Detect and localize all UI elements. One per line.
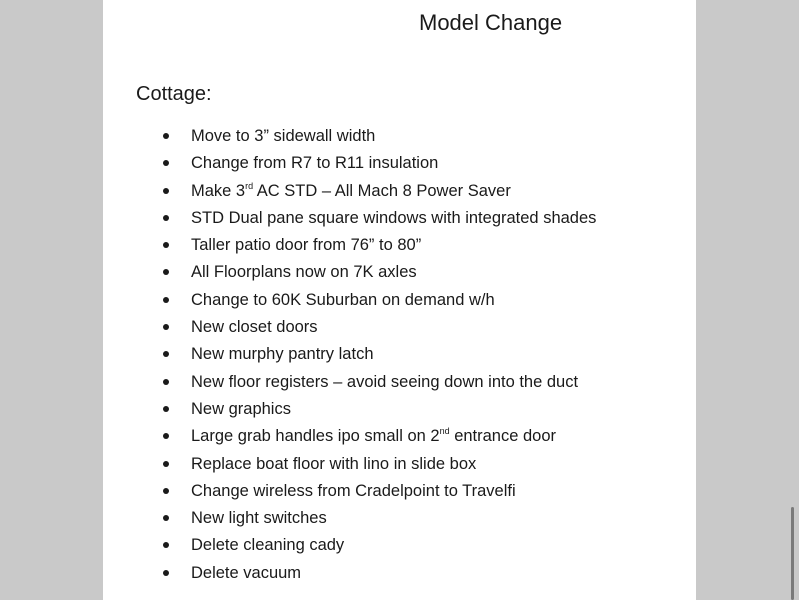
list-item-text: New graphics: [191, 399, 291, 418]
list-item-text: STD Dual pane square windows with integrated shades: [191, 208, 597, 227]
bullet-icon: [163, 215, 169, 221]
bullet-icon: [163, 570, 169, 576]
bullet-icon: [163, 351, 169, 357]
section-heading: Cottage:: [136, 83, 212, 105]
list-item: [163, 343, 596, 370]
bullet-icon: [163, 242, 169, 248]
list-item-text: All Floorplans now on 7K axles: [191, 263, 417, 282]
bullet-icon: [163, 433, 169, 439]
list-item-text: New closet doors: [191, 318, 318, 337]
list-item-text-start: Large grab handles ipo small on 2: [191, 427, 440, 446]
list-item: [163, 289, 596, 316]
ordinal-suffix: nd: [439, 426, 450, 437]
change-list: [163, 125, 596, 589]
document-page: [103, 0, 696, 600]
list-item-text: Delete cleaning cady: [191, 536, 345, 555]
document-title: Model Change: [419, 10, 563, 35]
list-item: [163, 562, 596, 589]
bullet-icon: [163, 515, 169, 521]
bullet-icon: [163, 461, 169, 467]
bullet-icon: [163, 542, 169, 548]
list-item-text: New light switches: [191, 509, 327, 528]
bullet-icon: [163, 133, 169, 139]
list-item: [163, 316, 596, 343]
list-item-text: Taller patio door from 76” to 80”: [191, 236, 422, 255]
list-item-text: Delete vacuum: [191, 563, 302, 582]
list-item-text: Replace boat floor with lino in slide box: [191, 454, 477, 473]
bullet-icon: [163, 488, 169, 494]
bullet-icon: [163, 406, 169, 412]
bullet-icon: [163, 160, 169, 166]
list-item: [163, 152, 596, 179]
list-item: [163, 180, 596, 207]
bullet-icon: [163, 269, 169, 275]
list-item: [163, 507, 596, 534]
list-item: [163, 453, 596, 480]
list-item: [163, 125, 596, 152]
bullet-icon: [163, 297, 169, 303]
vertical-scrollbar[interactable]: [791, 507, 794, 600]
list-item-text: Change to 60K Suburban on demand w/h: [191, 290, 495, 309]
list-item-text: Move to 3” sidewall width: [191, 127, 376, 145]
list-item: [163, 207, 596, 234]
bullet-icon: [163, 324, 169, 330]
bullet-icon: [163, 188, 169, 194]
list-item: [163, 371, 596, 398]
list-item: [163, 261, 596, 288]
list-item: [163, 534, 596, 561]
list-item-text: New floor registers – avoid seeing down into the duct: [191, 372, 579, 391]
list-item-text-start: Make 3: [191, 181, 246, 200]
list-item-text: Change from R7 to R11 insulation: [191, 154, 439, 173]
list-item-text-end: entrance door: [449, 427, 557, 446]
list-item-text: New murphy pantry latch: [191, 345, 374, 364]
list-item: [163, 398, 596, 425]
list-item: [163, 425, 596, 452]
list-item-text-end: AC STD – All Mach 8 Power Saver: [253, 181, 511, 200]
bullet-icon: [163, 379, 169, 385]
list-item-text: Change wireless from Cradelpoint to Travelfi: [191, 481, 516, 500]
ordinal-suffix: rd: [245, 180, 254, 191]
list-item: [163, 480, 596, 507]
list-item: [163, 234, 596, 261]
